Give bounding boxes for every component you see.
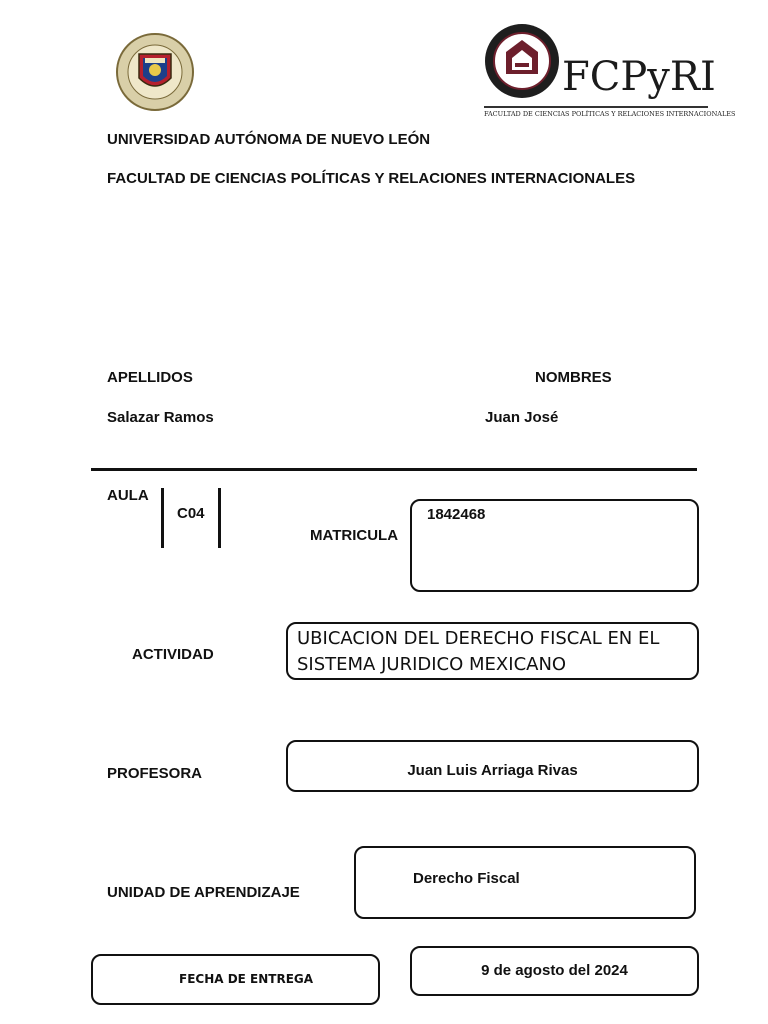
actividad-label: ACTIVIDAD (132, 646, 214, 663)
matricula-value: 1842468 (427, 506, 486, 523)
uanl-logo (114, 32, 196, 112)
university-name: UNIVERSIDAD AUTÓNOMA DE NUEVO LEÓN (107, 131, 431, 148)
aula-value: C04 (177, 505, 205, 522)
unidad-label: UNIDAD DE APRENDIZAJE (107, 884, 300, 901)
aula-label: AULA (107, 487, 149, 504)
apellidos-value: Salazar Ramos (107, 409, 214, 426)
matricula-label: MATRICULA (310, 527, 399, 544)
fecha-label: FECHA DE ENTREGA (179, 972, 314, 986)
unidad-box (354, 846, 696, 919)
actividad-box (286, 622, 699, 680)
aula-right-rule (218, 488, 221, 548)
actividad-value: UBICACION DEL DERECHO FISCAL EN EL SISTEMA JURIDICO MEXICANO (297, 628, 660, 675)
aula-left-rule (161, 488, 164, 548)
fecha-label-box (91, 954, 380, 1005)
faculty-name: FACULTAD DE CIENCIAS POLÍTICAS Y RELACIONES INTERNACIONALES (107, 170, 636, 187)
fcpyri-subtitle: FACULTAD DE CIENCIAS POLÍTICAS Y RELACIONES INTERNACIONALES (484, 110, 736, 118)
unidad-value: Derecho Fiscal (413, 870, 520, 887)
fecha-value-box (410, 946, 699, 996)
section-divider (91, 468, 697, 471)
fcpyri-wordmark: FCPyRI (562, 54, 716, 100)
fcpyri-divider (484, 106, 708, 108)
nombres-value: Juan José (485, 409, 559, 426)
apellidos-label: APELLIDOS (107, 369, 193, 386)
matricula-box (410, 499, 699, 592)
nombres-label: NOMBRES (535, 369, 612, 386)
profesora-label: PROFESORA (107, 765, 203, 782)
fecha-value: 9 de agosto del 2024 (481, 962, 628, 979)
profesora-value: Juan Luis Arriaga Rivas (407, 762, 578, 779)
profesora-box (286, 740, 699, 792)
fcpyri-logo (482, 22, 736, 120)
